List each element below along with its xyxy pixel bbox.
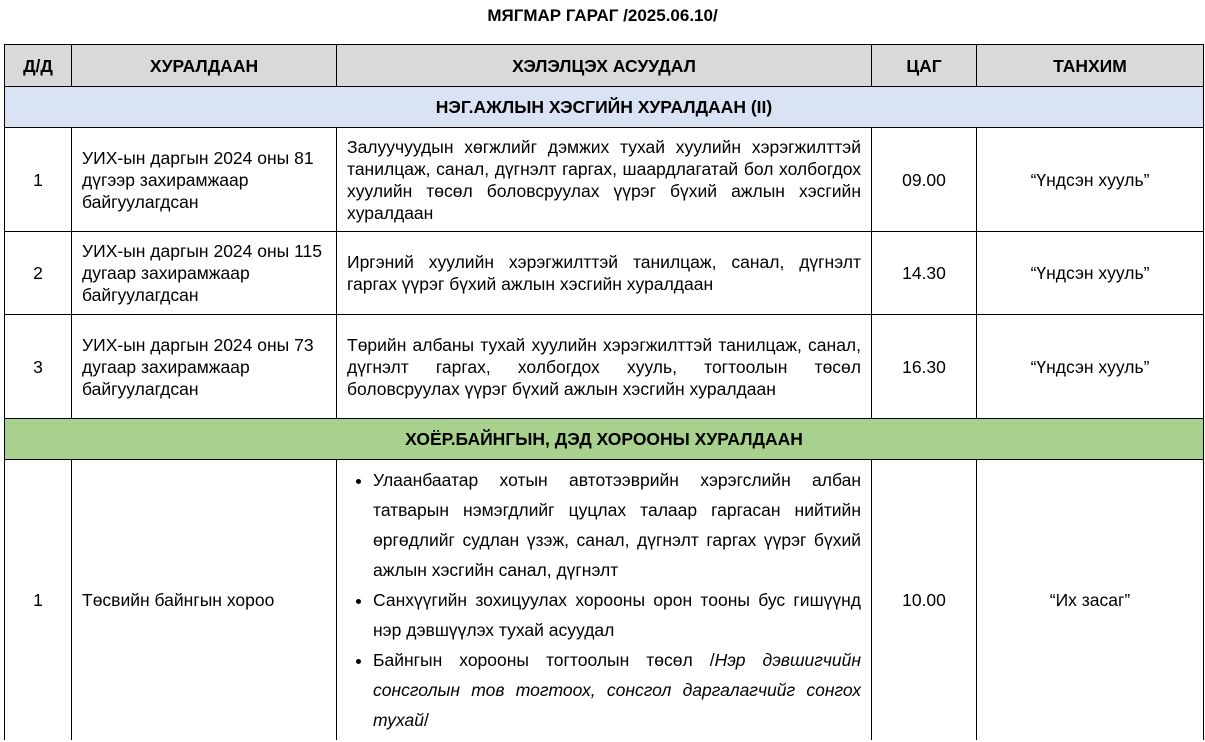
bullet3-italic: Нэр дэвшигчийн сонсголын тов тогтоох, сонсгол даргалагчийг сонгох тухай	[373, 649, 861, 730]
row-room: “Их засаг”	[977, 460, 1204, 740]
section1-title: НЭГ.АЖЛЫН ХЭСГИЙН ХУРАЛДААН (II)	[5, 87, 1204, 128]
table-row	[5, 128, 1204, 232]
schedule-table	[4, 44, 1204, 740]
header-row	[5, 45, 1204, 87]
row-meeting: УИХ-ын даргын 2024 оны 73 дугаар захирамжаар байгуулагдсан	[72, 315, 337, 419]
row-room: “Үндсэн хууль”	[977, 128, 1204, 232]
issue-list	[347, 465, 861, 735]
header-issue: ХЭЛЭЛЦЭХ АСУУДАЛ	[337, 45, 872, 87]
table-row	[5, 232, 1204, 315]
row-num: 2	[5, 232, 72, 315]
list-item: • Санхүүгийн зохицуулах хорооны орон тооны бус гишүүнд нэр дэвшүүлэх тухай асуудал	[373, 585, 861, 645]
section-header-working-groups	[5, 87, 1204, 128]
row-room: “Үндсэн хууль”	[977, 232, 1204, 315]
table-row	[5, 460, 1204, 740]
row-issue: Төрийн албаны тухай хуулийн хэрэгжилттэй танилцаж, санал, дүгнэлт гаргах, холбогдох хууль, тогтоолын төсөл боловсруулах үүрэг бүхий ажлын хэсгийн хуралдаан	[337, 315, 872, 419]
row-meeting: УИХ-ын даргын 2024 оны 115 дугаар захирамжаар байгуулагдсан	[72, 232, 337, 315]
row-num: 1	[5, 460, 72, 740]
bullet3-suffix: /	[423, 709, 429, 730]
row-issue	[337, 460, 872, 740]
row-time: 14.30	[872, 232, 977, 315]
header-time: ЦАГ	[872, 45, 977, 87]
list-item	[373, 645, 861, 735]
page-title: МЯГМАР ГАРАГ /2025.06.10/	[487, 6, 718, 25]
row-num: 3	[5, 315, 72, 419]
header-room: ТАНХИМ	[977, 45, 1204, 87]
section2-title: ХОЁР.БАЙНГЫН, ДЭД ХОРООНЫ ХУРАЛДААН	[5, 419, 1204, 460]
row-issue: Залуучуудын хөгжлийг дэмжих тухай хуулийн хэрэгжилттэй танилцаж, санал, дүгнэлт гаргах, шаардлагатай бол холбогдох хуулийн төсөл боловсруулах үүрэг бүхий ажлын хэсгийн хуралдаан	[337, 128, 872, 232]
row-meeting: УИХ-ын даргын 2024 оны 81 дүгээр захирамжаар байгуулагдсан	[72, 128, 337, 232]
row-issue: Иргэний хуулийн хэрэгжилттэй танилцаж, санал, дүгнэлт гаргах үүрэг бүхий ажлын хэсгийн хуралдаан	[337, 232, 872, 315]
row-time: 10.00	[872, 460, 977, 740]
header-num: Д/Д	[5, 45, 72, 87]
header-meeting: ХУРАЛДААН	[72, 45, 337, 87]
row-meeting: Төсвийн байнгын хороо	[72, 460, 337, 740]
row-room: “Үндсэн хууль”	[977, 315, 1204, 419]
bullet3-prefix: Байнгын хорооны тогтоолын төсөл /	[373, 649, 715, 670]
row-time: 09.00	[872, 128, 977, 232]
row-time: 16.30	[872, 315, 977, 419]
section-header-committees	[5, 419, 1204, 460]
table-row	[5, 315, 1204, 419]
row-num: 1	[5, 128, 72, 232]
list-item: • Улаанбаатар хотын автотээврийн хэрэгслийн албан татварын нэмэгдлийг цуцлах талаар гаргасан нийтийн өргөдлийг судлан үзэж, санал, дүгнэлт гаргах үүрэг бүхий ажлын хэсгийн санал, дүгнэлт	[373, 465, 861, 585]
